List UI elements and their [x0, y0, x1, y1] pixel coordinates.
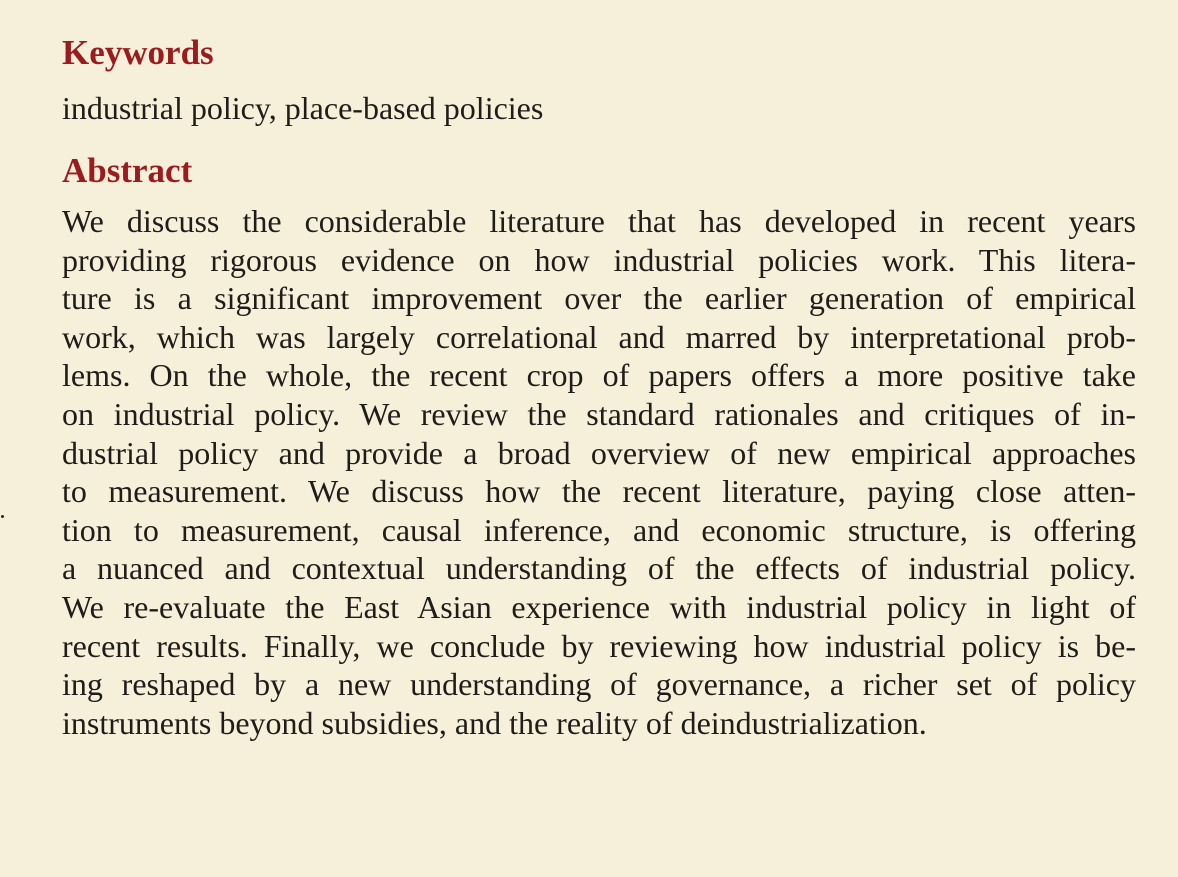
- abstract-line: on industrial policy. We review the standard rationales and critiques of in-: [62, 395, 1136, 432]
- abstract-line: to measurement. We discuss how the recent literature, paying close atten-: [62, 473, 1136, 510]
- abstract-line: We discuss the considerable literature that has developed in recent years: [62, 203, 1136, 239]
- abstract-line: work, which was largely correlational and marred by interpretational prob-: [62, 318, 1136, 355]
- abstract-line: ture is a significant improvement over the earlier generation of empirical: [62, 280, 1136, 317]
- abstract-line: providing rigorous evidence on how industrial policies work. This litera-: [62, 241, 1136, 278]
- abstract-line: a nuanced and contextual understanding of the effects of industrial policy.: [62, 550, 1136, 587]
- edge-mark: [1, 515, 4, 518]
- abstract-section: [62, 146, 1136, 742]
- document-page: [62, 28, 1136, 742]
- keywords-section: [62, 28, 1136, 130]
- abstract-heading: Abstract: [62, 151, 193, 190]
- abstract-line: tion to measurement, causal inference, and economic structure, is offering: [62, 511, 1136, 548]
- abstract-line: recent results. Finally, we conclude by reviewing how industrial policy is be-: [62, 627, 1136, 664]
- keywords-text: industrial policy, place-based policies: [62, 90, 544, 126]
- abstract-line: instruments beyond subsidies, and the reality of deindustrialization.: [62, 704, 927, 741]
- abstract-line: ing reshaped by a new understanding of governance, a richer set of policy: [62, 666, 1136, 703]
- abstract-line: We re-evaluate the East Asian experience with industrial policy in light of: [62, 588, 1136, 625]
- abstract-line: lems. On the whole, the recent crop of papers offers a more positive take: [62, 357, 1136, 394]
- abstract-body: [62, 202, 1136, 742]
- keywords-heading: Keywords: [62, 33, 214, 72]
- abstract-line: dustrial policy and provide a broad overview of new empirical approaches: [62, 434, 1136, 471]
